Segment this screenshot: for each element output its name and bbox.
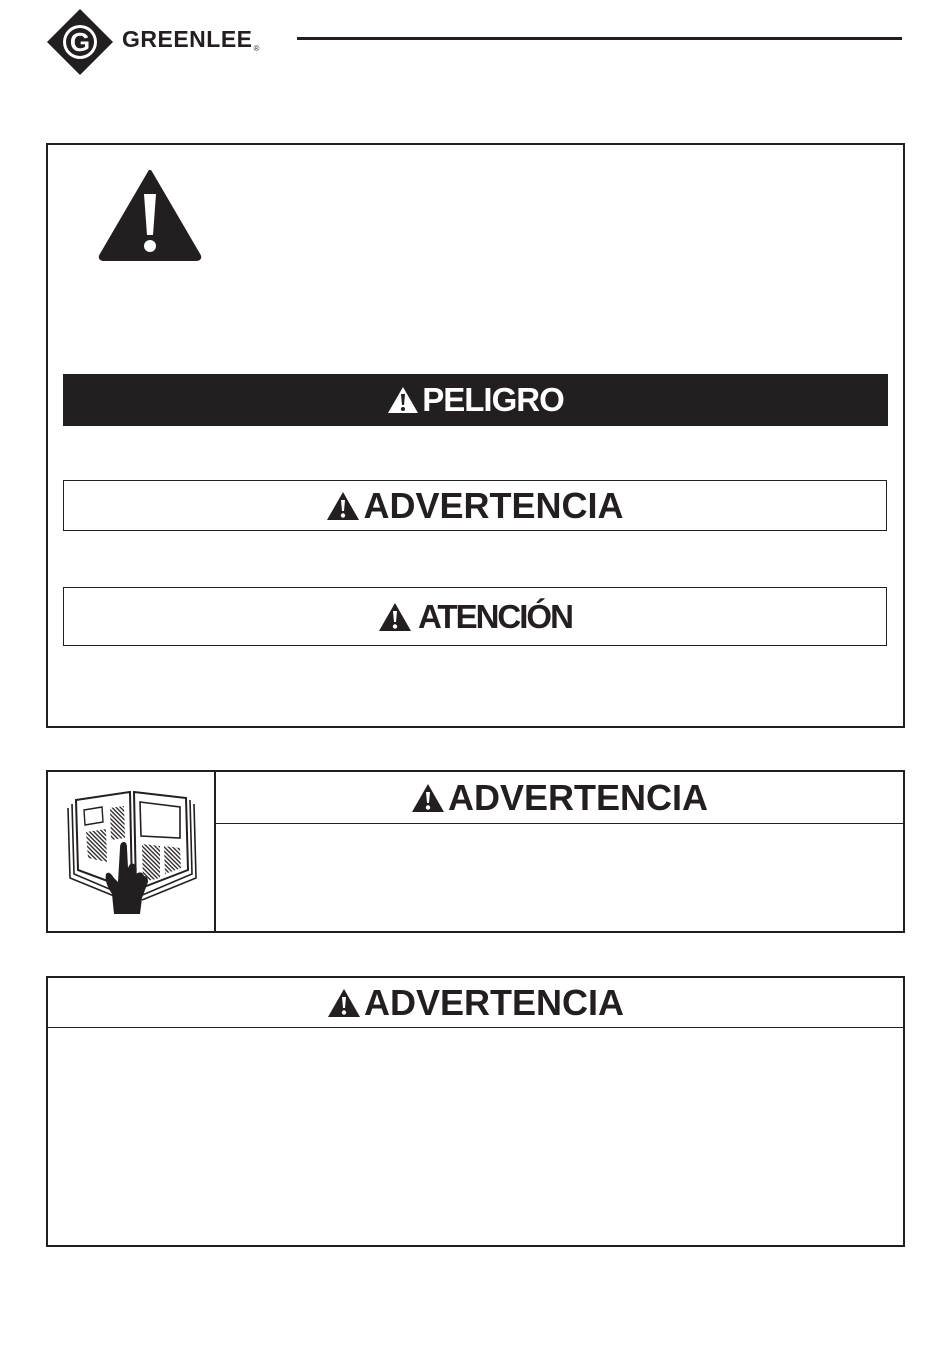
- large-warning-triangle-icon: [97, 168, 203, 262]
- manual-warning-label: ADVERTENCIA: [447, 776, 708, 818]
- warning-triangle-icon: [326, 491, 360, 521]
- warning-banner: [63, 480, 887, 531]
- caution-label: ATENCIÓN: [418, 597, 572, 635]
- warning-triangle-icon: [411, 783, 445, 813]
- manual-warning-header: [216, 772, 903, 824]
- warning-triangle-icon: [327, 988, 361, 1018]
- greenlee-logo-icon: [46, 8, 114, 76]
- warning-triangle-icon: [378, 602, 412, 632]
- warning-label: ADVERTENCIA: [363, 484, 624, 526]
- registered-mark: ®: [253, 44, 260, 53]
- general-warning-label: ADVERTENCIA: [363, 981, 624, 1023]
- danger-label: PELIGRO: [422, 381, 564, 418]
- logo-letter: G: [69, 27, 91, 57]
- caution-banner: [63, 587, 887, 646]
- warning-triangle-icon: [387, 386, 419, 414]
- general-warning-header: [48, 978, 903, 1028]
- header-rule: [297, 37, 902, 40]
- brand-text: GREENLEE: [122, 26, 253, 52]
- brand-name: [122, 26, 260, 53]
- danger-banner: [63, 374, 888, 426]
- read-manual-book-hand-icon: [62, 782, 202, 917]
